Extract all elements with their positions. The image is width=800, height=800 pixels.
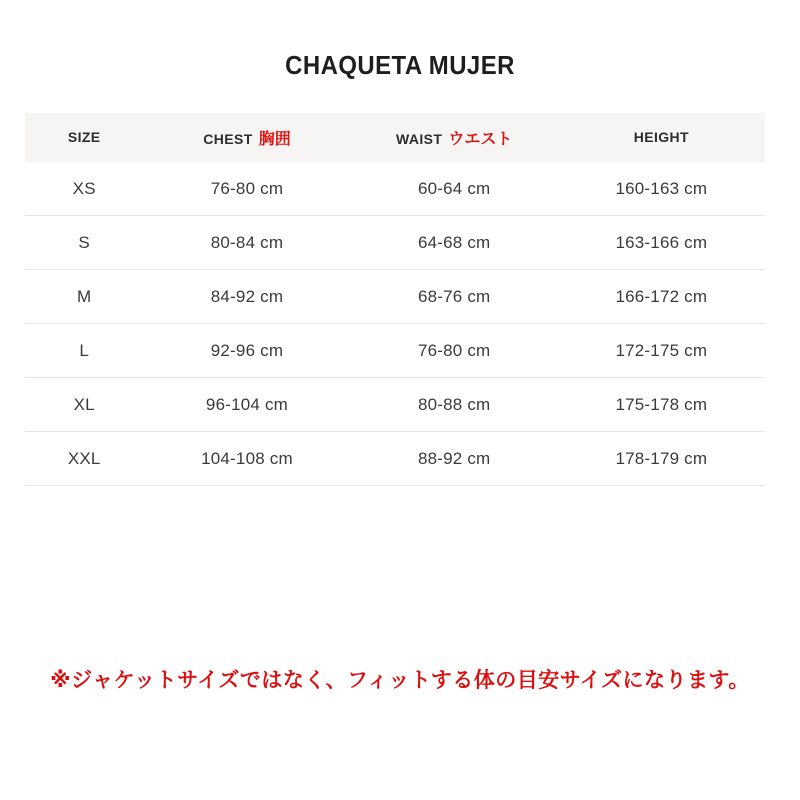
cell-height: 163-166 cm (615, 232, 708, 252)
cell-size: XS (72, 178, 96, 198)
cell-waist: 76-80 cm (417, 340, 491, 360)
cell-size: L (79, 340, 90, 360)
cell-waist: 68-76 cm (417, 286, 491, 306)
fit-disclaimer-note: ※ジャケットサイズではなく、フィットする体の目安サイズになります。 (50, 669, 750, 692)
header-waist-label: WAIST (395, 131, 443, 147)
cell-height: 160-163 cm (615, 178, 708, 198)
cell-waist: 60-64 cm (417, 178, 491, 198)
cell-chest: 76-80 cm (210, 178, 284, 198)
size-chart-table (25, 113, 765, 486)
cell-waist: 64-68 cm (417, 232, 491, 252)
table-row-xxl (25, 432, 765, 486)
header-chest (143, 126, 350, 149)
table-row-xs (25, 162, 765, 216)
header-waist-label-jp: ウエスト (448, 131, 513, 148)
page-title: CHAQUETA MUJER (285, 50, 515, 80)
cell-size: S (78, 232, 90, 252)
header-size (25, 129, 143, 147)
cell-size: XXL (67, 448, 101, 468)
cell-height: 175-178 cm (615, 394, 708, 414)
table-row-s (25, 216, 765, 270)
table-row-l (25, 324, 765, 378)
cell-chest: 80-84 cm (210, 232, 284, 252)
cell-size: XL (73, 394, 95, 414)
header-chest-label-jp: 胸囲 (258, 131, 291, 148)
cell-chest: 84-92 cm (210, 286, 284, 306)
cell-chest: 104-108 cm (201, 448, 293, 468)
cell-chest: 96-104 cm (205, 394, 289, 414)
cell-height: 172-175 cm (615, 340, 708, 360)
cell-waist: 88-92 cm (417, 448, 491, 468)
cell-height: 178-179 cm (615, 448, 708, 468)
header-chest-label: CHEST (203, 131, 253, 147)
table-row-m (25, 270, 765, 324)
table-header-row (25, 113, 765, 162)
header-height-label: HEIGHT (633, 128, 689, 145)
header-size-label: SIZE (67, 128, 101, 145)
header-waist (351, 126, 558, 149)
cell-height: 166-172 cm (615, 286, 708, 306)
cell-waist: 80-88 cm (417, 394, 491, 414)
cell-chest: 92-96 cm (210, 340, 284, 360)
table-row-xl (25, 378, 765, 432)
header-height (558, 129, 765, 147)
cell-size: M (77, 286, 92, 306)
